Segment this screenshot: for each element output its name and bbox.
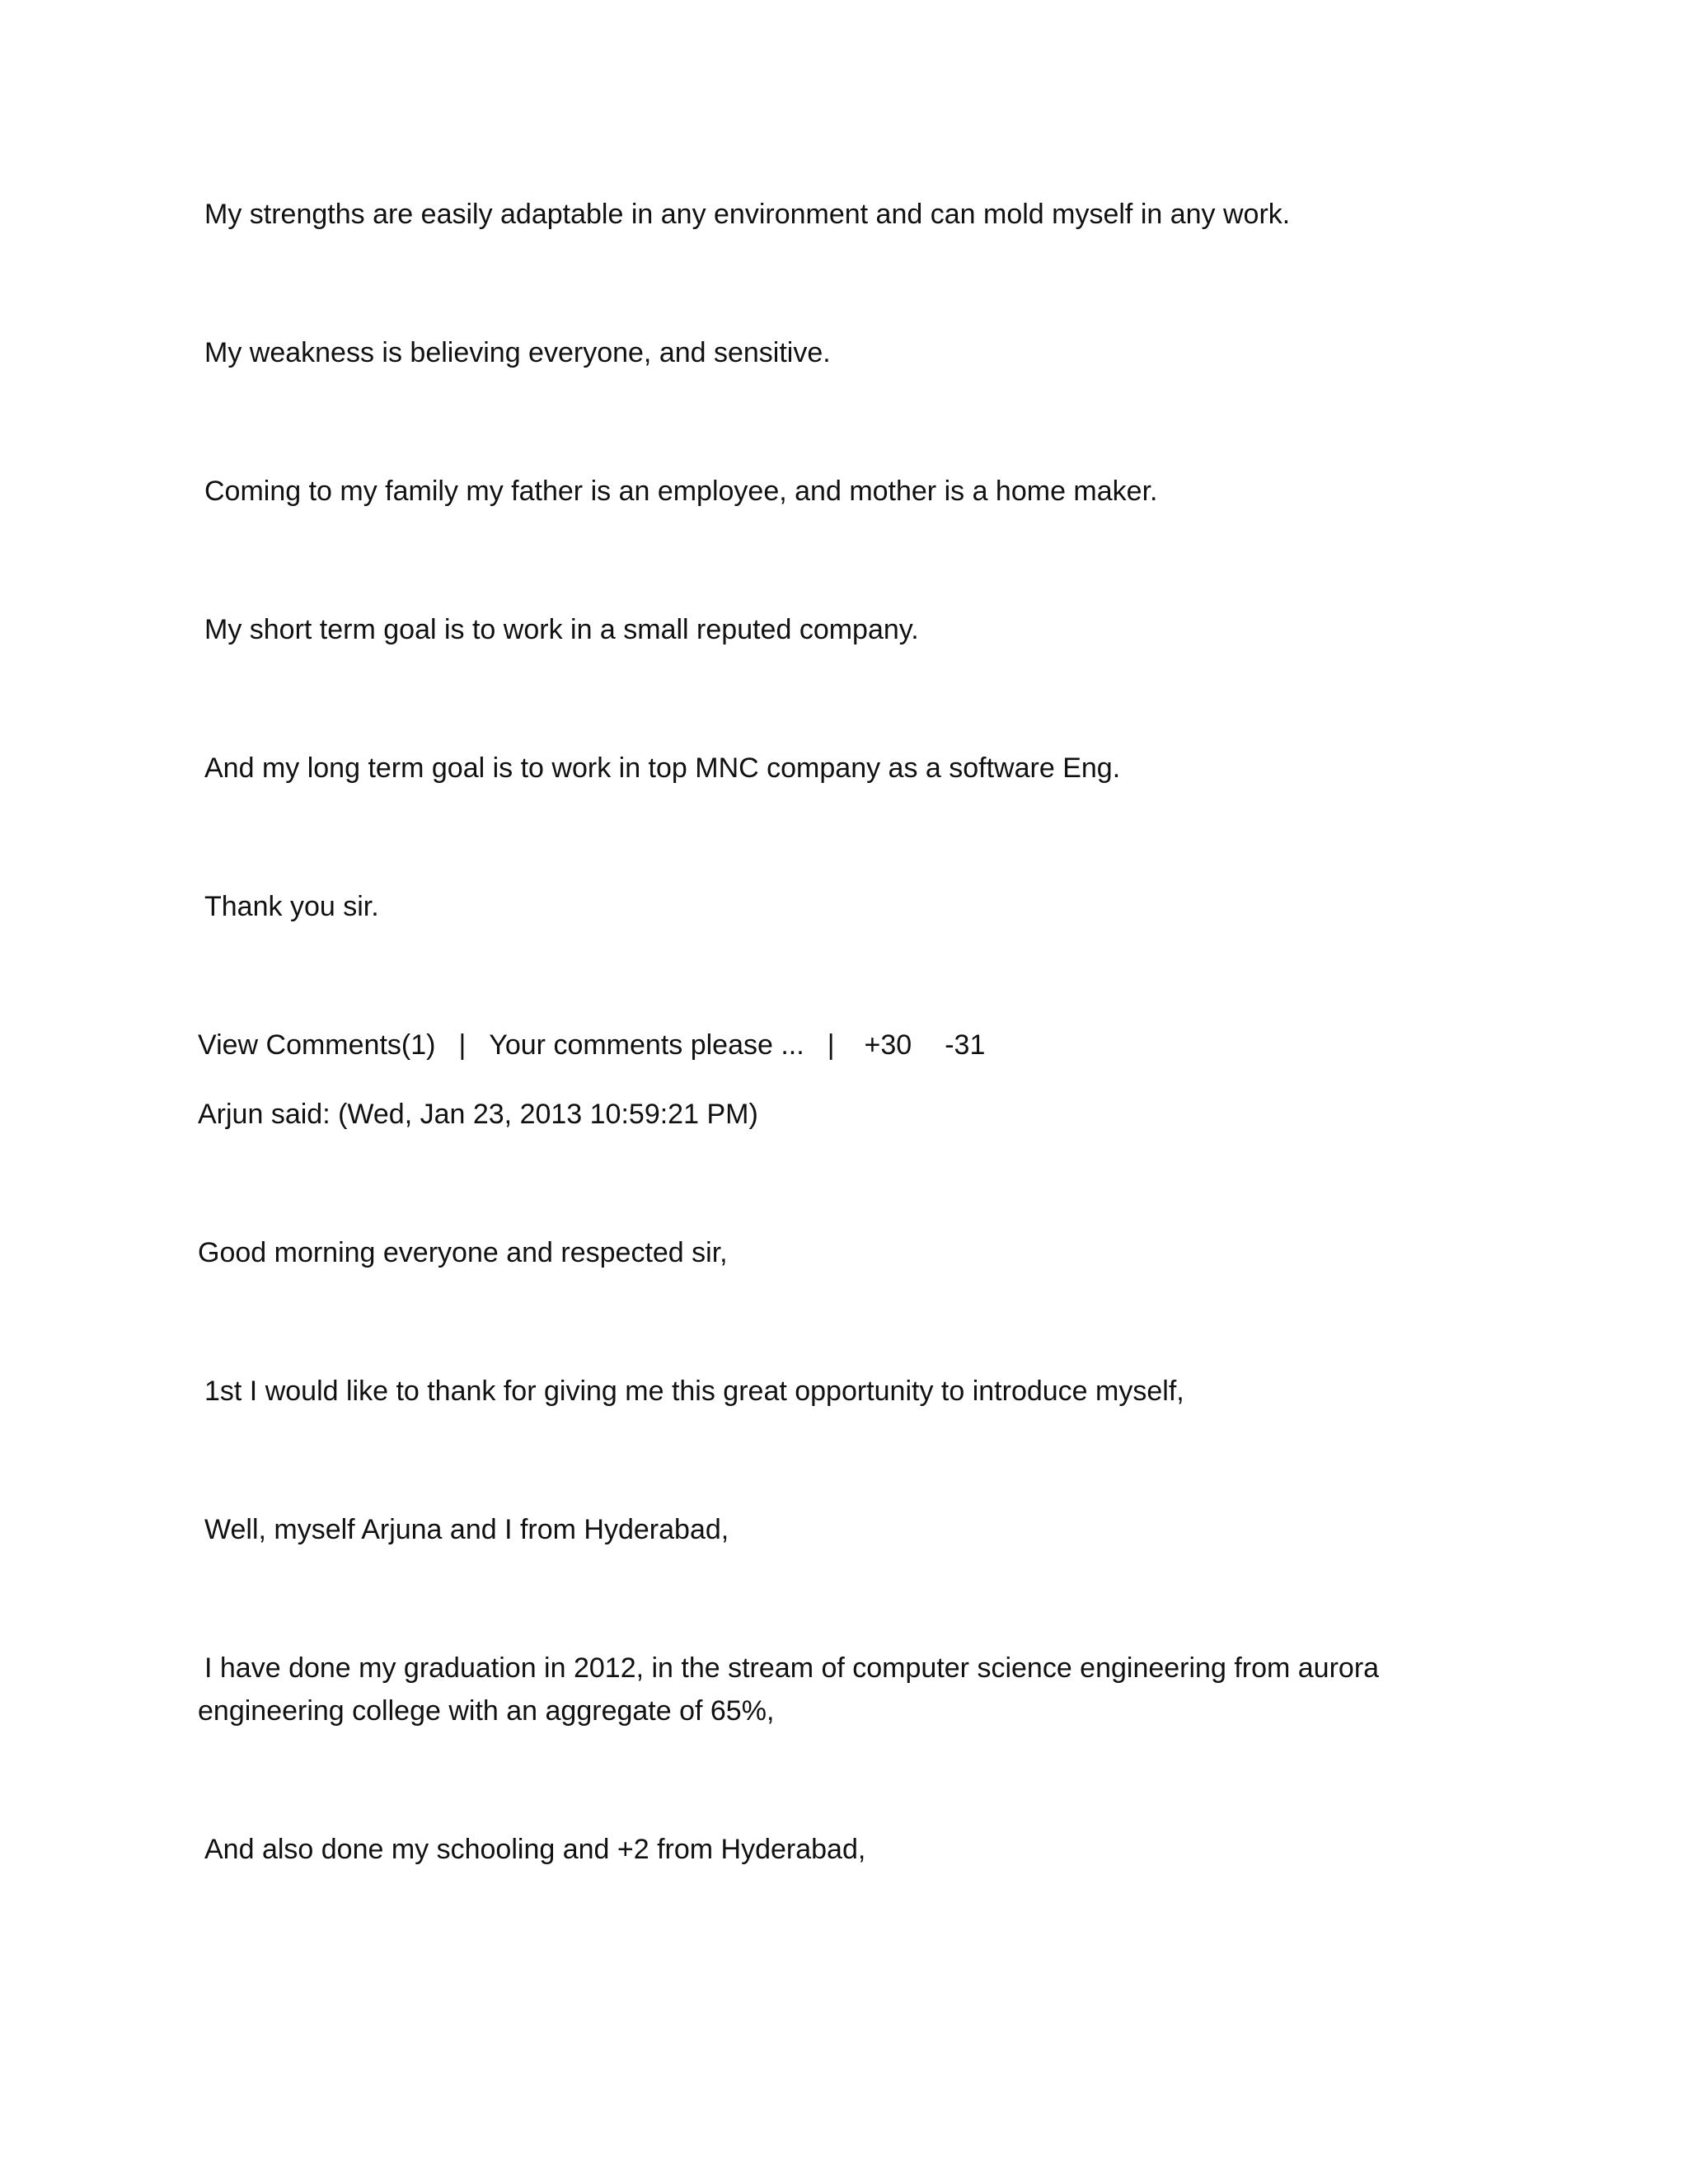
weakness-paragraph: My weakness is believing everyone, and sensitive.	[204, 337, 831, 368]
introduction-paragraph: Well, myself Arjuna and I from Hyderabad,	[204, 1514, 729, 1545]
separator: |	[827, 1029, 835, 1061]
short-term-goal-paragraph: My short term goal is to work in a small reputed company.	[204, 614, 919, 645]
comment-byline: Arjun said: (Wed, Jan 23, 2013 10:59:21 PM)	[198, 1099, 758, 1130]
long-term-goal-paragraph: And my long term goal is to work in top MNC company as a software Eng.	[204, 752, 1121, 784]
graduation-paragraph-line-1: I have done my graduation in 2012, in the stream of computer science engineering from aurora	[204, 1652, 1380, 1684]
thank-you-paragraph: Thank you sir.	[204, 891, 379, 922]
vote-down-count[interactable]: -31	[945, 1029, 986, 1061]
greeting-paragraph: Good morning everyone and respected sir,	[198, 1237, 728, 1268]
thanks-paragraph: 1st I would like to thank for giving me this great opportunity to introduce myself,	[204, 1376, 1184, 1407]
graduation-paragraph-line-2: engineering college with an aggregate of 65%,	[198, 1695, 775, 1727]
comment-actions-row	[198, 1024, 985, 1066]
separator: |	[458, 1029, 467, 1061]
strengths-paragraph: My strengths are easily adaptable in any environment and can mold myself in any work.	[204, 199, 1291, 230]
vote-up-count[interactable]: +30	[864, 1029, 912, 1061]
schooling-paragraph: And also done my schooling and +2 from Hyderabad,	[204, 1834, 866, 1865]
your-comments-link[interactable]: Your comments please ...	[489, 1029, 804, 1061]
view-comments-link[interactable]: View Comments(1)	[198, 1029, 436, 1061]
family-paragraph: Coming to my family my father is an employee, and mother is a home maker.	[204, 476, 1158, 507]
